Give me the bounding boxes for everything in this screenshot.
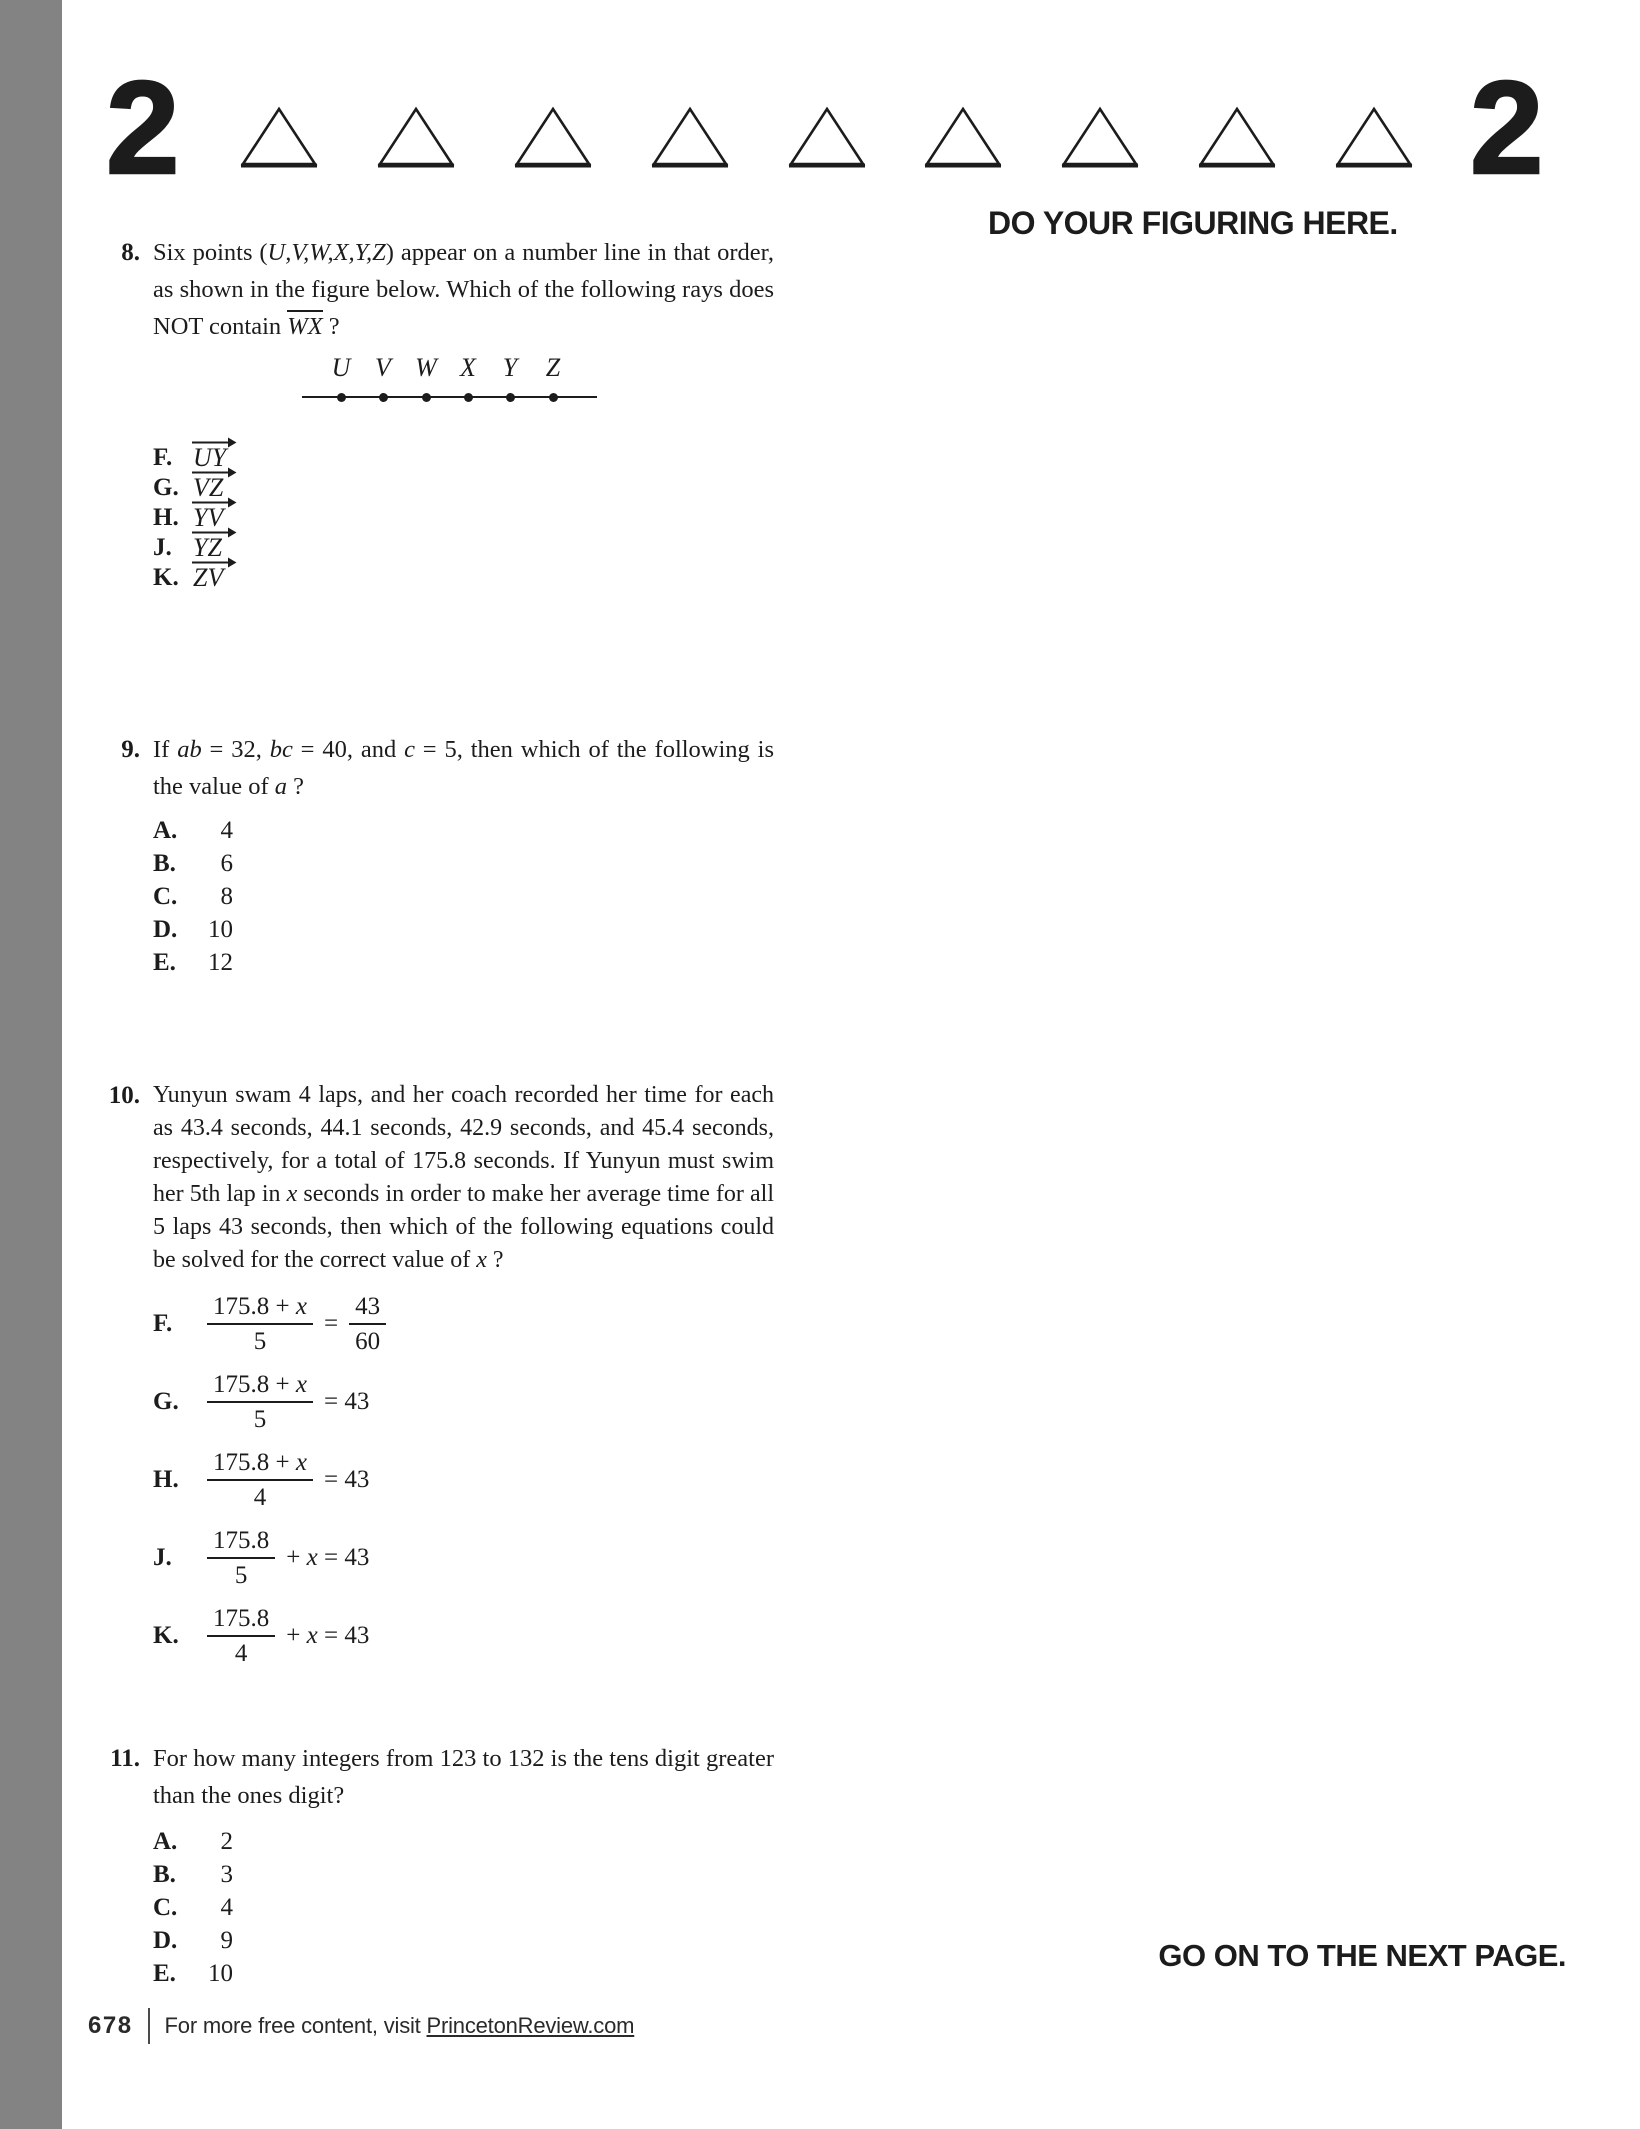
choice-letter: D.: [153, 1927, 178, 1954]
choice-row: [153, 1858, 774, 1891]
footer-divider: [148, 2008, 150, 2044]
triangle-icon: [514, 106, 592, 168]
answer-choices: [98, 1825, 774, 1990]
choice-row: [153, 1825, 774, 1858]
fraction: $\frac{43}{60}$: [349, 1293, 386, 1355]
question-number: 11.: [110, 1745, 140, 1772]
equation-rest: + x = 43: [286, 1544, 370, 1571]
choice-row: [153, 1371, 774, 1433]
triangle-divider-row: [240, 106, 1413, 168]
choice-letter: B.: [153, 1861, 176, 1888]
triangle-icon: [788, 106, 866, 168]
question-9: [98, 731, 774, 979]
choice-letter: C.: [153, 1894, 178, 1921]
triangle-icon: [377, 106, 455, 168]
question-text: Yunyun swam 4 laps, and her coach recorded her time for each as 43.4 seconds, 44.1 seconds, 42.9 seconds, and 45.4 seconds, respectively, for a total of 175.8 seconds. If Yunyun must swim her 5th lap in x seconds in order to make her average time for all 5 laps 43 seconds, then which of the following equations could be solved for the correct value of x ?: [153, 1082, 774, 1273]
choice-value: 10: [208, 916, 233, 943]
choice-value: 4: [220, 817, 233, 844]
choice-row: [153, 563, 774, 593]
answer-choices: [98, 814, 774, 979]
choice-letter: F.: [153, 1310, 173, 1337]
equation-rest: + x = 43: [286, 1622, 370, 1649]
point-dot: [422, 393, 431, 402]
footer-note: For more free content, visit PrincetonReview.com: [164, 2013, 635, 2038]
page-edge-gray-bar: [0, 0, 62, 2129]
choice-row: [153, 473, 774, 503]
choice-letter: A.: [153, 817, 178, 844]
choice-value: 4: [220, 1894, 233, 1921]
point-label: Y: [502, 353, 518, 382]
choice-row: [153, 533, 774, 563]
question-text: If ab = 32, bc = 40, and c = 5, then which of the following is the value of a ?: [153, 736, 774, 800]
point-dot: [506, 393, 515, 402]
choice-row: [153, 1605, 774, 1667]
choice-row: [153, 847, 774, 880]
figuring-header: DO YOUR FIGURING HERE.: [988, 205, 1398, 241]
choice-letter: G.: [153, 1388, 179, 1415]
ray-notation: UY: [193, 443, 226, 473]
question-number: 10.: [108, 1082, 140, 1109]
answer-choices: [98, 1293, 774, 1667]
choice-letter: K.: [153, 1622, 179, 1649]
choice-row: [153, 1891, 774, 1924]
fraction: $\frac{175.8}{5}$: [207, 1527, 275, 1589]
point-dot: [379, 393, 388, 402]
answer-choices: [98, 443, 774, 593]
choice-letter: B.: [153, 850, 176, 877]
question-8: [98, 234, 774, 593]
triangle-icon: [1198, 106, 1276, 168]
triangle-icon: [924, 106, 1002, 168]
ray-arrow-icon: [191, 524, 237, 539]
ray-arrow-icon: [191, 554, 237, 569]
choice-letter: H.: [153, 1466, 179, 1493]
choice-letter: E.: [153, 949, 176, 976]
choice-row: [153, 503, 774, 533]
question-11: [98, 1740, 774, 1990]
fraction: $\frac{175.8 + x}{5}$: [207, 1293, 313, 1355]
point-label: X: [460, 353, 476, 382]
point-dot: [337, 393, 346, 402]
equation-rest: = 43: [323, 1466, 370, 1493]
princeton-review-link[interactable]: PrincetonReview.com: [426, 2013, 635, 2038]
question-10: [98, 1079, 774, 1683]
point-label: U: [331, 353, 351, 382]
point-label: Z: [545, 353, 561, 382]
choice-letter: F.: [153, 444, 173, 471]
choice-row: [153, 1449, 774, 1511]
choice-letter: A.: [153, 1828, 178, 1855]
choice-value: 9: [220, 1927, 233, 1954]
choice-letter: G.: [153, 474, 179, 501]
choice-row: [153, 1293, 774, 1355]
point-label: V: [375, 353, 391, 382]
choice-letter: E.: [153, 1960, 176, 1987]
choice-row: [153, 913, 774, 946]
section-number-right: 2: [1470, 54, 1544, 201]
choice-value: 2: [220, 1828, 233, 1855]
choice-row: [153, 880, 774, 913]
ray-notation: YZ: [193, 533, 222, 563]
equals-sign: =: [323, 1310, 339, 1337]
page-footer: [88, 2008, 634, 2044]
choice-value: 6: [220, 850, 233, 877]
choice-row: [153, 946, 774, 979]
ray-notation: VZ: [193, 473, 223, 503]
question-number: 8.: [121, 239, 140, 266]
fraction: $\frac{175.8 + x}{4}$: [207, 1449, 313, 1511]
point-label: W: [415, 353, 437, 382]
choice-letter: K.: [153, 564, 179, 591]
number-line-figure: [302, 353, 597, 435]
ray-arrow-icon: [191, 464, 237, 479]
choice-letter: D.: [153, 916, 178, 943]
fraction: $\frac{175.8 + x}{5}$: [207, 1371, 313, 1433]
ray-arrow-icon: [191, 434, 237, 449]
ray-notation: YV: [193, 503, 223, 533]
ray-arrow-icon: [191, 494, 237, 509]
choice-row: [153, 1957, 774, 1990]
ray-notation: ZV: [193, 563, 223, 593]
triangle-icon: [1061, 106, 1139, 168]
choice-letter: J.: [153, 534, 172, 561]
point-dot: [549, 393, 558, 402]
choice-row: [153, 1924, 774, 1957]
choice-value: 8: [220, 883, 233, 910]
choice-value: 12: [208, 949, 233, 976]
question-text: Six points (U,V,W,X,Y,Z) appear on a number line in that order, as shown in the figure below. Which of the following rays does NOT contain WX ?: [153, 239, 774, 340]
choice-row: [153, 1527, 774, 1589]
question-text: For how many integers from 123 to 132 is the tens digit greater than the ones digit?: [153, 1745, 774, 1809]
choice-letter: J.: [153, 1544, 172, 1571]
point-dot: [464, 393, 473, 402]
choice-letter: H.: [153, 504, 179, 531]
go-on-instruction: GO ON TO THE NEXT PAGE.: [1158, 1938, 1566, 1973]
triangle-icon: [1335, 106, 1413, 168]
equation-rest: = 43: [323, 1388, 370, 1415]
question-number: 9.: [121, 736, 140, 763]
triangle-icon: [651, 106, 729, 168]
section-number-left: 2: [106, 54, 180, 201]
choice-row: [153, 814, 774, 847]
page-number: 678: [88, 2012, 133, 2039]
choice-value: 3: [220, 1861, 233, 1888]
choice-value: 10: [208, 1960, 233, 1987]
triangle-icon: [240, 106, 318, 168]
fraction: $\frac{175.8}{4}$: [207, 1605, 275, 1667]
choice-row: [153, 443, 774, 473]
choice-letter: C.: [153, 883, 178, 910]
